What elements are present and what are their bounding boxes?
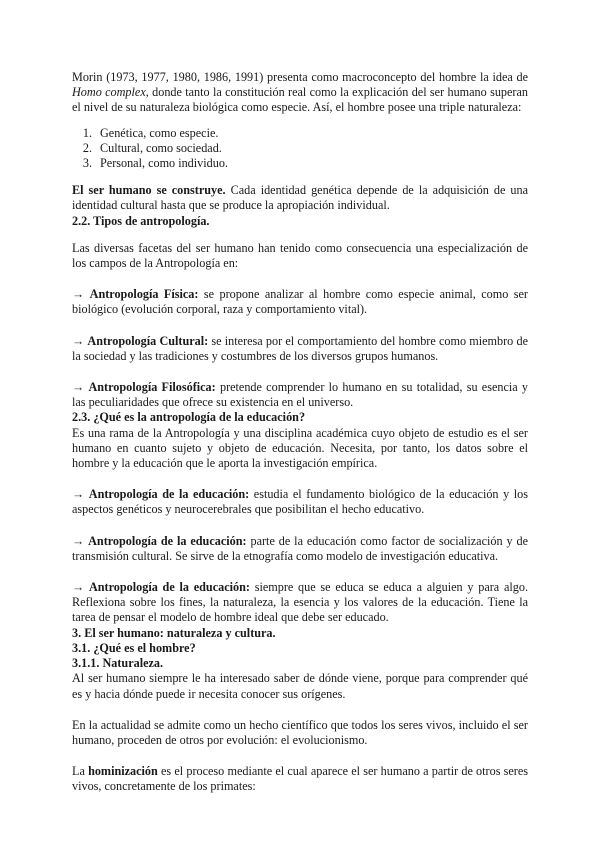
section-heading-2-3: 2.3. ¿Qué es la antropología de la educación? (72, 410, 306, 425)
item-text: siempre que se educa se educa a alguien y para algo. Reflexiona sobre los fines, la naturaleza, la esencia y los valores de la educación. Tiene la tarea de pensar el modelo de hombre ideal que debe ser educado. (72, 580, 528, 625)
construye-paragraph (72, 183, 528, 213)
arrow-icon: → (72, 533, 89, 548)
item-text: parte de la educación como factor de socialización y de transmisión cultural. Se sirve de la etnografía como modelo de investigación educativa. (72, 533, 529, 563)
item-term: Antropología de la educación: (88, 533, 247, 548)
item-term: Antropología Cultural: (87, 333, 209, 348)
anthropology-type-item (72, 287, 528, 317)
arrow-icon: → (72, 380, 89, 395)
intro-paragraph (72, 70, 528, 116)
nature-list (72, 126, 528, 172)
section-3-paragraph-2: En la actualidad se admite como un hecho científico que todos los seres vivos, incluido el ser humano, proceden de otros por evolución: el evolucionismo. (72, 717, 528, 747)
section-heading-3: 3. El ser humano: naturaleza y cultura. (72, 625, 276, 640)
section-2-2-paragraph: Las diversas facetas del ser humano han tenido como consecuencia una especialización de los campos de la Antropología en: (72, 240, 528, 271)
arrow-icon: → (72, 333, 88, 348)
anthropology-type-item (72, 334, 528, 364)
intro-text: Morin (1973, 1977, 1980, 1986, 1991) presenta como macroconcepto del hombre la idea de (72, 70, 528, 84)
section-3-paragraph-3 (72, 764, 528, 794)
education-anthropology-item (72, 534, 528, 564)
section-3-paragraph-1: Al ser humano siempre le ha interesado saber de dónde viene, porque para comprender qué es y hacia dónde puede ir necesita conocer sus orígenes. (72, 671, 528, 701)
item-term: Antropología Filosófica: (88, 380, 216, 395)
construye-text: Cada identidad genética depende de la adquisición de una identidad cultural hasta que se produce la apropiación individual. (72, 183, 528, 213)
arrow-icon: → (72, 487, 89, 502)
anthropology-type-item (72, 380, 528, 410)
document-page (72, 60, 528, 795)
arrow-icon: → (72, 580, 89, 595)
list-item (72, 141, 528, 156)
list-text: Cultural, como sociedad. (100, 140, 222, 155)
list-number: 1. (82, 125, 92, 140)
list-text: Genética, como especie. (100, 125, 219, 140)
intro-text-cont: , donde tanto la constitución real como la explicación del ser humano superan el nivel de su naturaleza biológica como especie. Así, el hombre posee una triple naturaleza: (72, 85, 528, 115)
list-item (72, 156, 528, 171)
item-text: estudia el fundamento biológico de la educación y los aspectos genéticos y neurocerebrales que posibilitan el hecho educativo. (72, 487, 528, 517)
construye-bold: El ser humano se construye. (72, 183, 226, 198)
item-term: Antropología de la educación: (88, 487, 250, 502)
arrow-icon: → (72, 287, 90, 302)
item-text: se propone analizar al hombre como especie animal, como ser biológico (evolución corporal, raza y comportamiento vital). (72, 287, 528, 317)
list-number: 2. (82, 140, 92, 155)
list-number: 3. (82, 156, 92, 171)
para3-text-cont: es el proceso mediante el cual aparece el ser humano a partir de otros seres vivos, concretamente de los primates: (72, 764, 528, 794)
item-term: Antropología Física: (89, 287, 199, 302)
education-anthropology-item (72, 487, 528, 517)
item-text: pretende comprender lo humano en su totalidad, su esencia y las peculiaridades que ofrece su existencia en el universo. (72, 380, 529, 410)
hominizacion-term: hominización (88, 764, 158, 779)
list-text: Personal, como individuo. (100, 156, 228, 171)
item-text: se interesa por el comportamiento del hombre como miembro de la sociedad y las tradiciones y costumbres de los diversos grupos humanos. (72, 333, 528, 363)
section-heading-3-1: 3.1. ¿Qué es el hombre? (72, 640, 196, 655)
section-2-3-paragraph: Es una rama de la Antropología y una disciplina académica cuyo objeto de estudio es el ser humano en cuanto sujeto y objeto de educación. Necesita, por tanto, los datos sobre el hombre y la educación que le aporta la investigación empírica. (72, 425, 528, 471)
item-term: Antropología de la educación: (88, 580, 250, 595)
section-heading-2-2: 2.2. Tipos de antropología. (72, 213, 210, 228)
list-item (72, 126, 528, 141)
para3-text: La (72, 764, 89, 779)
intro-italic-term: Homo complex (72, 85, 146, 100)
education-anthropology-item (72, 580, 528, 626)
section-heading-3-1-1: 3.1.1. Naturaleza. (72, 656, 164, 671)
